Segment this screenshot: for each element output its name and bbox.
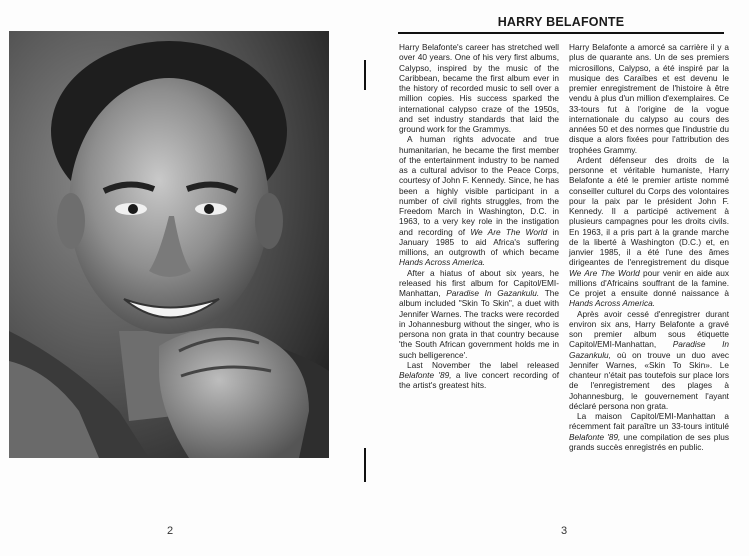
page-number-right: 3: [561, 525, 568, 537]
page-title: HARRY BELAFONTE: [497, 15, 625, 29]
english-paragraph: After a hiatus of about six years, he released his first album for Capitol/EMI-Manhattan, Paradise In Gazankulu. The album included "Skin To Skin", a duet with Jennifer Warnes. The tracks were recorded in Johannesburg without the singer, who is persona non grata in that country because 'the South African government holds me in such belligerence'.: [399, 267, 559, 360]
page-header: [398, 15, 724, 34]
english-paragraph: Harry Belafonte's career has stretched well over 40 years. One of his very first albums, Calypso, inspired by the music of the Caribbean, became the first album ever in the history of recorded music to sell over a million copies. His success sparked the international calypso craze of the 1950s, and set industry standards that laid the ground work for the Grammys.: [399, 42, 559, 134]
english-column: [399, 42, 559, 391]
gutter-mark-bottom: [364, 448, 366, 482]
header-rule: [398, 32, 724, 34]
portrait-photo: [9, 31, 329, 458]
portrait-image: [9, 31, 329, 458]
page-number-left: 2: [167, 525, 174, 537]
french-paragraph: Ardent défenseur des droits de la personne et véritable humaniste, Harry Belafonte a été le premier artiste nommé conseiller culturel du Corps des volontaires pour la paix par le président John F. Kennedy. Il a participé activement à plusieurs campagnes pour les droits civils. En 1963, il a pris part à la grande marche de la liberté à Washington (D.C.) et, en janvier 1985, il a été l'une des âmes dirigeantes de l'enregistrement du disque We Are The World pour venir en aide aux millions d'Africains souffrant de la famine. Ce projet a ensuite donné naissance à Hands Across America.: [569, 154, 729, 309]
french-paragraph: Harry Belafonte a amorcé sa carrière il y a plus de quarante ans. Un de ses premiers microsillons, Calypso, a été inspiré par la musique des Caraïbes et est devenu le premier enregistrement de l'histoire à être vendu à plus d'un million d'exemplaires. Ce 33-tours fut à l'origine de la vogue internationale du calypso au cours des années 50 et des normes que l'industrie du disque a alors fixées pour l'attribution des trophées Grammy.: [569, 42, 729, 155]
english-paragraph: A human rights advocate and true humanitarian, he became the first member of the entertainment industry to be named as a cultural advisor to the Peace Corps, courtesy of John F. Kennedy. Since, he has been a highly visible participant in a number of civil rights struggles, from the Freedom March in Washington, D.C. in 1963, to a very key role in the instigation and recording of We Are The World in January 1985 to aid Africa's suffering millions, an outgrowth of which became Hands Across America.: [399, 134, 559, 268]
french-column: [569, 42, 729, 452]
french-paragraph: La maison Capitol/EMI-Manhattan a récemment fait paraître un 33-tours intitulé Belafonte '89, une compilation de ses plus grands succès enregistrés en public.: [569, 411, 730, 452]
gutter-mark-top: [364, 60, 366, 90]
french-paragraph: Après avoir cessé d'enregistrer durant environ six ans, Harry Belafonte a gravé son premier album sous étiquette Capitol/EMI-Manhattan, Paradise In Gazankulu, où on trouve un duo avec Jennifer Warnes, «Skin To Skin». Le chanteur n'était pas toutefois sur place lors de l'enregistrement des plages à Johannesburg, le gouvernement l'ayant déclaré persona non grata.: [569, 308, 729, 411]
english-paragraph: Last November the label released Belafonte '89, a live concert recording of the artist's greatest hits.: [399, 359, 560, 391]
